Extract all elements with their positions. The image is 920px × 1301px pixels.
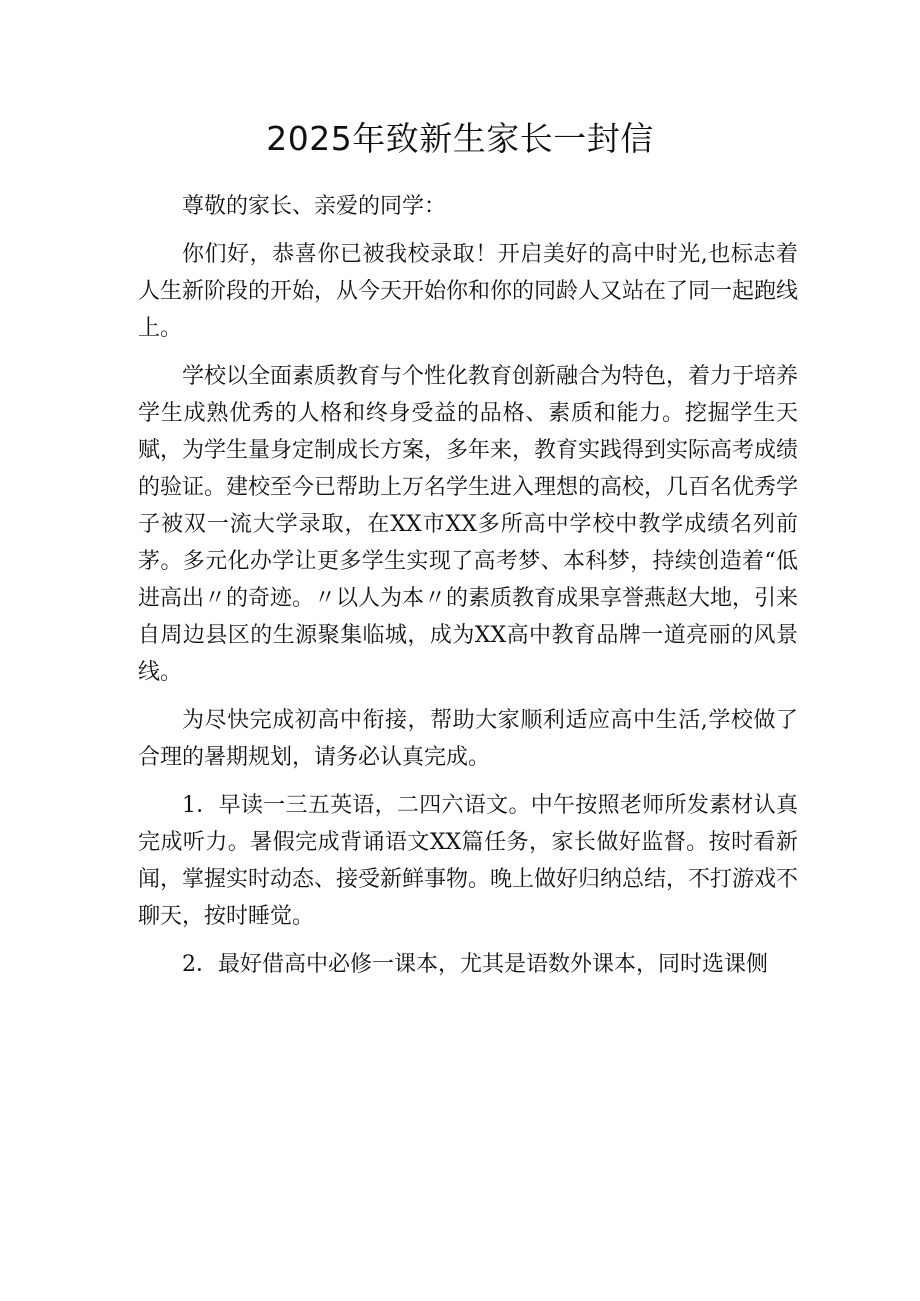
document-title: 2025年致新生家长一封信 — [266, 119, 654, 158]
paragraph-greeting: 你们好，恭喜你已被我校录取！开启美好的高中时光,也标志着人生新阶段的开始，从今天开始你和你的同龄人又站在了同一起跑线上。 — [138, 242, 799, 341]
paragraph-summer-plan: 为尽快完成初高中衔接，帮助大家顺利适应高中生活,学校做了合理的暑期规划，请务必认真完成。 — [138, 708, 798, 770]
paragraph-school-intro: 学校以全面素质教育与个性化教育创新融合为特色，着力于培养学生成熟优秀的人格和终身受益的品格、素质和能力。挖掘学生天赋，为学生量身定制成长方案，多年来，教育实践得到实际高考成绩的验证。建校至今已帮助上万名学生进入理想的高校，几百名优秀学子被双一流大学录取，在XX市XX多所高中学校中教学成绩名列前茅。多元化办学让更多学生实现了高考梦、本科梦，持续创造着“低进高出〃的奇迹。〃以人为本〃的素质教育成果享誉燕赵大地，引来自周边县区的生源聚集临城，成为XX高中教育品牌一道亮丽的风景线。 — [138, 364, 799, 685]
paragraph-item-2: 2．最好借高中必修一课本，尤其是语数外课本，同时选课侧 — [182, 952, 768, 977]
salutation: 尊敬的家长、亲爱的同学： — [182, 194, 447, 219]
paragraph-item-1: 1．早读一三五英语，二四六语文。中午按照老师所发素材认真完成听力。暑假完成背诵语文XX篇任务，家长做好监督。按时看新闻，掌握实时动态、接受新鲜事物。晚上做好归纳总结，不打游戏不聊天，按时睡觉。 — [138, 793, 799, 929]
letter-body — [138, 188, 798, 994]
